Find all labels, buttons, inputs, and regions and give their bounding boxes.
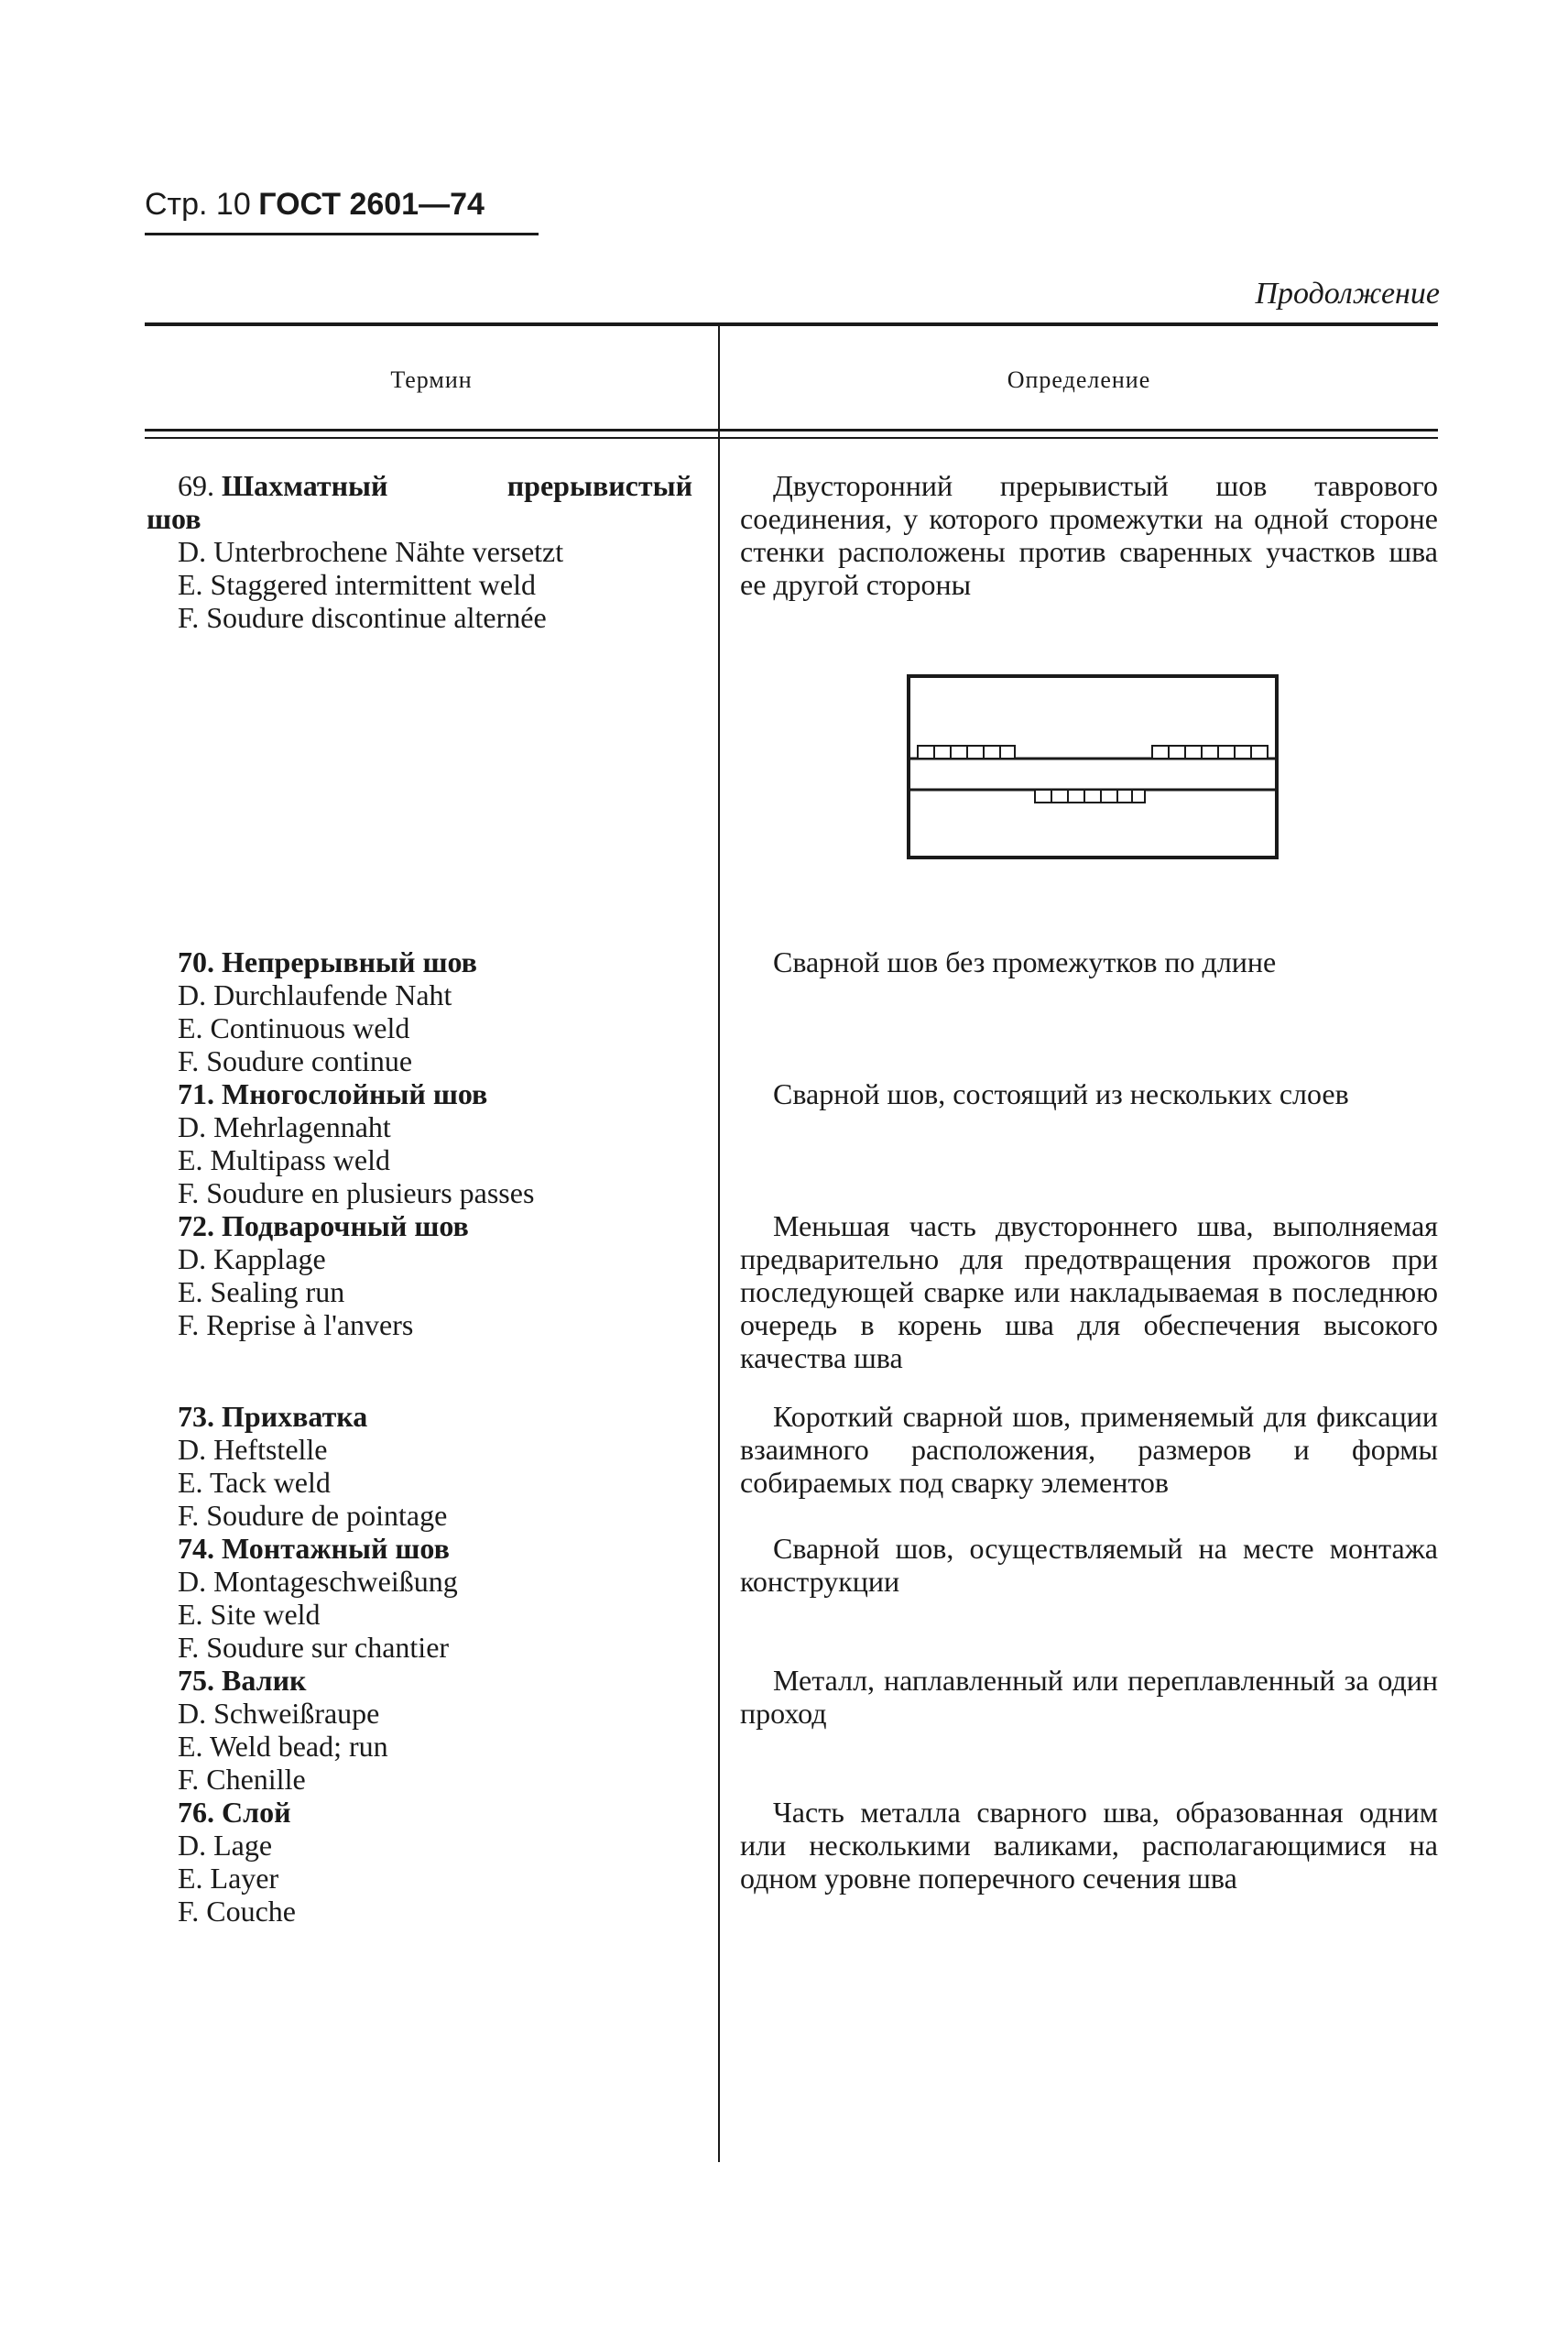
term-69-title-word-3: шов xyxy=(147,502,201,535)
term-73-german: D. Heftstelle xyxy=(178,1433,328,1466)
term-69-title xyxy=(147,469,692,502)
page-header xyxy=(145,187,485,223)
term-71-english: E. Multipass weld xyxy=(178,1143,390,1176)
term-75-german: D. Schweißraupe xyxy=(178,1697,380,1730)
term-71-title: 71. Многослойный шов xyxy=(178,1077,488,1110)
term-70-french: F. Soudure continue xyxy=(178,1044,413,1077)
term-69-title-word-2: прерывистый xyxy=(506,469,692,502)
term-74-english: E. Site weld xyxy=(178,1598,321,1631)
term-71-german: D. Mehrlagennaht xyxy=(178,1110,391,1143)
standard-number: ГОСТ 2601—74 xyxy=(258,187,485,222)
term-72-german: D. Kapplage xyxy=(178,1242,326,1275)
term-75-french: F. Chenille xyxy=(178,1763,306,1796)
term-72-title: 72. Подварочный шов xyxy=(178,1209,469,1242)
term-76-german: D. Lage xyxy=(178,1829,273,1862)
definition-74: Сварной шов, осуществляемый на месте монтажа конструкции xyxy=(740,1532,1438,1598)
term-75-english: E. Weld bead; run xyxy=(178,1730,388,1763)
term-70-english: E. Continuous weld xyxy=(178,1011,410,1044)
column-header-term: Термин xyxy=(390,366,473,393)
table-top-rule xyxy=(145,322,1438,326)
staggered-weld-diagram xyxy=(907,674,1284,863)
term-74-title: 74. Монтажный шов xyxy=(178,1532,450,1565)
flange-outline xyxy=(909,676,1277,858)
term-73-title: 73. Прихватка xyxy=(178,1400,368,1433)
table-header-rule-double xyxy=(145,437,1438,439)
term-70-title: 70. Непрерывный шов xyxy=(178,945,477,978)
term-73-english: E. Tack weld xyxy=(178,1466,331,1499)
term-69-english: E. Staggered intermittent weld xyxy=(178,568,536,601)
term-73-french: F. Soudure de pointage xyxy=(178,1499,448,1532)
term-74-french: F. Soudure sur chantier xyxy=(178,1631,450,1664)
weld-segment-lower-middle xyxy=(1035,790,1145,803)
term-76-french: F. Couche xyxy=(178,1895,296,1928)
term-69-number: 69. xyxy=(178,469,214,502)
weld-segment-upper-right xyxy=(1152,746,1268,759)
term-70-german: D. Durchlaufende Naht xyxy=(178,978,452,1011)
definition-75: Металл, наплавленный или переплавленный за один проход xyxy=(740,1664,1438,1730)
term-75-title: 75. Валик xyxy=(178,1664,307,1697)
continuation-label: Продолжение xyxy=(1255,277,1440,311)
term-71-french: F. Soudure en plusieurs passes xyxy=(178,1176,535,1209)
page-number: Стр. 10 xyxy=(145,187,251,222)
column-header-definition: Определение xyxy=(1007,366,1151,393)
term-69-german: D. Unterbrochene Nähte versetzt xyxy=(178,535,564,568)
definition-71: Сварной шов, состоящий из нескольких слоев xyxy=(773,1077,1349,1110)
term-69-french: F. Soudure discontinue alternée xyxy=(178,601,547,634)
term-76-english: E. Layer xyxy=(178,1862,279,1895)
definition-73: Короткий сварной шов, применяемый для фиксации взаимного расположения, размеров и формы собираемых под сварку элементов xyxy=(740,1400,1438,1499)
definition-72: Меньшая часть двустороннего шва, выполняемая предварительно для предотвращения прожогов при последующей сварке или накладываемая в последнюю очередь в корень шва для обеспечения высокого качества шва xyxy=(740,1209,1438,1374)
definition-76: Часть металла сварного шва, образованная одним или несколькими валиками, располагающимися на одном уровне поперечного сечения шва xyxy=(740,1796,1438,1895)
weld-segment-upper-left xyxy=(918,746,1015,759)
term-74-german: D. Montageschweißung xyxy=(178,1565,458,1598)
term-72-english: E. Sealing run xyxy=(178,1275,345,1308)
header-underline xyxy=(145,233,539,235)
definition-69: Двусторонний прерывистый шов таврового соединения, у которого промежутки на одной стороне стенки расположены против сваренных участков шва ее другой стороны xyxy=(740,469,1438,601)
definition-70: Сварной шов без промежутков по длине xyxy=(773,945,1277,978)
term-76-title: 76. Слой xyxy=(178,1796,291,1829)
term-72-french: F. Reprise à l'anvers xyxy=(178,1308,414,1341)
table-header-rule xyxy=(145,429,1438,432)
term-69-title-word-1: Шахматный xyxy=(222,469,388,502)
